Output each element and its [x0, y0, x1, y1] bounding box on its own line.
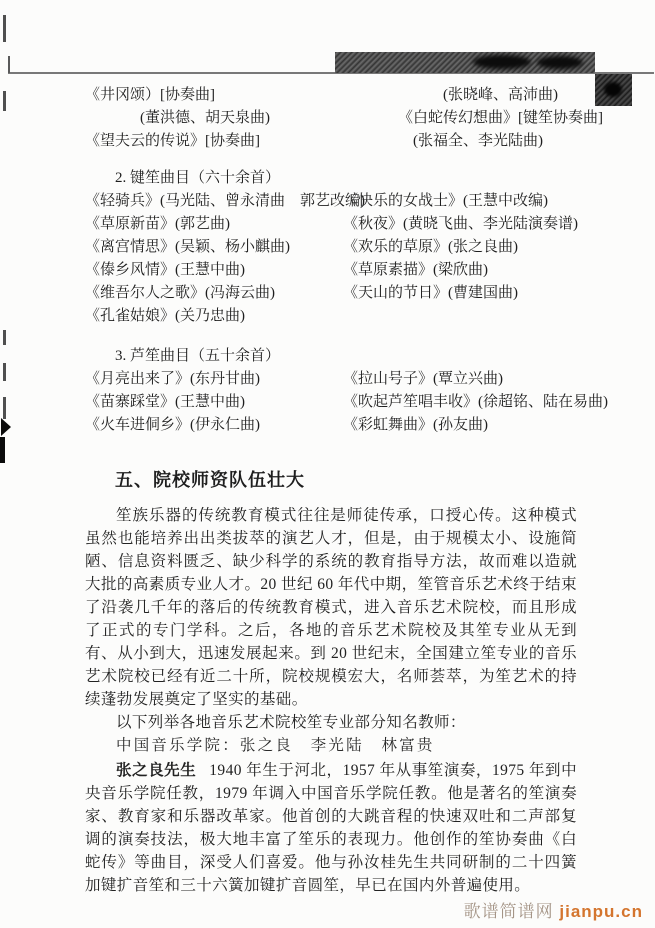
- piece-title: 《天山的节日》(曹建国曲): [343, 285, 518, 301]
- header-band-blotch: [473, 55, 531, 69]
- margin-arrow-mark: [1, 418, 11, 436]
- school-teachers-line: 中国音乐学院：张之良 李光陆 林富贵: [116, 737, 435, 754]
- site-watermark: [464, 897, 643, 922]
- piece-title: 《快乐的女战士》(王慧中改编): [343, 193, 548, 209]
- repertoire-row: [85, 282, 577, 305]
- body-paragraph: 笙族乐器的传统教育模式往往是师徒传承，口授心传。这种模式虽然也能培养出出类拔萃的演艺人才，但是，由于规模太小、设施简陋、信息资料匮乏、缺少科学的系统的教育指导方法，故而难以造就大批的高素质专业人才。20 世纪 60 年代中期，笙管音乐艺术终于结束了沿袭几千年的落后的传统教育模式，进入音乐艺术院校，而且形成了正式的专门学科。之后，各地的音乐艺术院校及其笙专业从无到有、从小到大，迅速发展起来。到 20 世纪末，全国建立笙专业的音乐艺术院校已经有近二十所，院校规模宏大，名师荟萃，为笙艺术的持续蓬勃发展奠定了坚实的基础。: [85, 507, 577, 708]
- header-square-blotch: [604, 82, 622, 97]
- piece-title: 《吹起芦笙唱丰收》(徐超铭、陆在易曲): [343, 394, 608, 410]
- piece-title: 《白蛇传幻想曲》[键笙协奏曲]: [398, 110, 603, 126]
- piece-title: 《傣乡风情》(王慧中曲): [85, 262, 245, 278]
- piece-title: 《离宫情思》(吴颖、杨小麒曲): [85, 239, 290, 255]
- margin-tick-mark: [3, 91, 6, 111]
- margin-tick-mark: [3, 15, 6, 42]
- piece-title: 《草原新苗》(郭艺曲): [85, 216, 230, 232]
- list-heading-lusheng: 3. 芦笙曲目（五十余首）: [115, 348, 281, 364]
- piece-title: 《月亮出来了》(东丹甘曲): [85, 371, 260, 387]
- header-ink-band: [335, 52, 595, 73]
- piece-title: 《欢乐的草原》(张之良曲): [343, 239, 518, 255]
- repertoire-row: [85, 368, 577, 391]
- piece-title: 《秋夜》(黄晓飞曲、李光陆演奏谱): [343, 216, 578, 232]
- section-heading: 五、院校师资队伍壮大: [115, 470, 305, 490]
- piece-title: 《彩虹舞曲》(孙友曲): [343, 417, 488, 433]
- margin-tick-mark: [3, 397, 6, 419]
- repertoire-row: [85, 259, 577, 282]
- piece-title: [343, 305, 577, 328]
- piece-title: 《拉山号子》(覃立兴曲): [343, 371, 503, 387]
- repertoire-row: [85, 305, 577, 328]
- piece-composer: (董洪德、胡天泉曲): [140, 110, 270, 126]
- biography-text: 1940 年生于河北，1957 年从事笙演奏，1975 年到中央音乐学院任教，1979 年调入中国音乐学院任教。他是著名的笙演奏家、教育家和乐器改革家。他首创的大跳音程的快速双吐和二声部复调的演奏技法，极大地丰富了笙乐的表现力。他创作的笙协奏曲《白蛇传》等曲目，深受人们喜爱。他与孙汝桂先生共同研制的二十四簧加键扩音笙和三十六簧加键扩音圆笙，早已在国内外普遍使用。: [85, 762, 577, 894]
- piece-composer: (张福全、李光陆曲): [413, 133, 543, 149]
- piece-title: 《草原素描》(梁欣曲): [343, 262, 488, 278]
- repertoire-row: [85, 107, 603, 130]
- piece-title: 《孔雀姑娘》(关乃忠曲): [85, 308, 245, 324]
- margin-corner-mark: [8, 56, 10, 73]
- repertoire-row: [85, 213, 577, 236]
- piece-title: 《火车进侗乡》(伊永仁曲): [85, 417, 260, 433]
- piece-title: 《轻骑兵》(马光陆、曾永清曲 郭艺改编): [85, 193, 365, 209]
- watermark-site-url: jianpu.cn: [559, 902, 643, 921]
- teachers-list-intro: 以下列举各地音乐艺术院校笙专业部分知名教师：: [116, 714, 466, 731]
- piece-title: 《望夫云的传说》[协奏曲]: [85, 133, 260, 149]
- header-band-blotch: [537, 56, 583, 69]
- repertoire-row: [85, 84, 577, 107]
- repertoire-row: [85, 391, 608, 414]
- margin-tick-mark: [3, 330, 6, 345]
- piece-title: 《井冈颂）[协奏曲]: [85, 87, 215, 103]
- header-corner-square: [595, 74, 632, 106]
- piece-composer: (张晓峰、高沛曲): [443, 87, 558, 103]
- repertoire-row: [85, 236, 577, 259]
- watermark-site-name: 歌谱简谱网: [463, 902, 554, 921]
- repertoire-row: [85, 130, 577, 153]
- page-body: [85, 84, 608, 897]
- list-heading-jiansheng: 2. 键笙曲目（六十余首）: [115, 170, 281, 186]
- repertoire-row: [85, 190, 577, 213]
- piece-title: 《苗寨踩堂》(王慧中曲): [85, 394, 245, 410]
- biography-name: 张之良先生: [116, 762, 197, 779]
- margin-tick-mark: [3, 363, 6, 381]
- margin-black-bar: [0, 437, 5, 463]
- biography-paragraph: [85, 759, 577, 897]
- repertoire-row: [85, 414, 577, 437]
- piece-title: 《维吾尔人之歌》(冯海云曲): [85, 285, 275, 301]
